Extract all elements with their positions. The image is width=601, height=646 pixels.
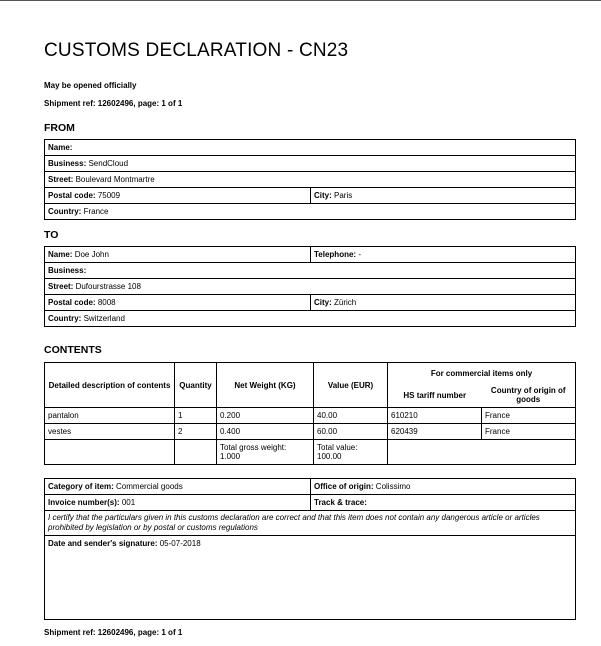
to-name-label: Name: — [48, 250, 73, 259]
to-postal-value: 8008 — [97, 298, 116, 307]
from-country-value: France — [83, 207, 109, 216]
total-value-label: Total value: — [317, 443, 358, 452]
to-street-cell — [45, 279, 576, 295]
item-hs: 620439 — [388, 424, 482, 440]
signature-date: 05-07-2018 — [159, 539, 201, 548]
item-quantity: 1 — [175, 408, 217, 424]
item-value: 40.00 — [314, 408, 388, 424]
item-weight: 0.200 — [217, 408, 314, 424]
category-cell — [45, 479, 311, 495]
office-cell — [311, 479, 576, 495]
to-city-cell — [311, 295, 576, 311]
to-city-label: City: — [314, 298, 332, 307]
from-city-label: City: — [314, 191, 332, 200]
to-street-value: Dufourstrasse 108 — [75, 282, 141, 291]
item-origin: France — [482, 424, 576, 440]
office-label: Office of origin: — [314, 482, 374, 491]
from-country-label: Country: — [48, 207, 82, 216]
contents-table — [44, 362, 576, 465]
header-description: Detailed description of contents — [45, 363, 175, 408]
category-label: Category of item: — [48, 482, 114, 491]
signature-box — [45, 536, 576, 620]
totals-empty-cell — [45, 440, 175, 465]
to-country-cell — [45, 311, 576, 327]
item-description: vestes — [45, 424, 175, 440]
details-table — [44, 478, 576, 620]
from-city-cell — [311, 188, 576, 204]
from-street-cell — [45, 172, 576, 188]
to-table — [44, 246, 576, 327]
total-value-cell — [314, 440, 388, 465]
to-country-value: Switzerland — [83, 314, 125, 323]
contents-heading: CONTENTS — [44, 344, 102, 356]
to-name-value: Doe John — [74, 250, 109, 259]
total-weight-value: 1.000 — [220, 452, 241, 461]
invoice-cell — [45, 495, 311, 511]
total-value-value: 100.00 — [317, 452, 342, 461]
table-row — [45, 408, 576, 424]
to-telephone-cell — [311, 247, 576, 263]
from-street-label: Street: — [48, 175, 74, 184]
totals-empty-cell — [388, 440, 576, 465]
header-origin: Country of origin of goods — [482, 384, 576, 408]
from-city-value: Paris — [334, 191, 353, 200]
shipment-ref: Shipment ref: 12602496, page: 1 of 1 — [44, 99, 183, 108]
item-weight: 0.400 — [217, 424, 314, 440]
track-label: Track & trace: — [314, 498, 367, 507]
to-country-label: Country: — [48, 314, 82, 323]
category-value: Commercial goods — [116, 482, 183, 491]
to-business-label: Business: — [48, 266, 87, 275]
from-name-label: Name: — [48, 143, 73, 152]
opened-officially-note: May be opened officially — [44, 81, 137, 90]
to-postal-label: Postal code: — [48, 298, 96, 307]
header-hs-tariff: HS tariff number — [388, 384, 482, 408]
total-weight-label: Total gross weight: — [220, 443, 287, 452]
to-street-label: Street: — [48, 282, 74, 291]
item-value: 60.00 — [314, 424, 388, 440]
to-telephone-label: Telephone: — [314, 250, 357, 259]
page-title: CUSTOMS DECLARATION - CN23 — [44, 40, 349, 61]
item-quantity: 2 — [175, 424, 217, 440]
from-business-cell — [45, 156, 576, 172]
to-business-cell — [45, 263, 576, 279]
to-postal-cell — [45, 295, 311, 311]
from-table — [44, 139, 576, 220]
header-commercial: For commercial items only — [388, 363, 576, 384]
from-business-label: Business: — [48, 159, 87, 168]
header-value: Value (EUR) — [314, 363, 388, 408]
to-telephone-value: - — [358, 250, 361, 259]
table-row — [45, 424, 576, 440]
office-value: Colissimo — [375, 482, 411, 491]
from-postal-value: 75009 — [97, 191, 121, 200]
from-street-value: Boulevard Montmartre — [75, 175, 155, 184]
header-quantity: Quantity — [175, 363, 217, 408]
item-origin: France — [482, 408, 576, 424]
to-city-value: Zürich — [334, 298, 357, 307]
header-net-weight: Net Weight (KG) — [217, 363, 314, 408]
signature-label: Date and sender's signature: — [48, 539, 158, 548]
from-heading: FROM — [44, 122, 75, 134]
footer-shipment-ref: Shipment ref: 12602496, page: 1 of 1 — [44, 628, 183, 637]
invoice-label: Invoice number(s): — [48, 498, 120, 507]
from-name-cell — [45, 140, 576, 156]
totals-row — [45, 440, 576, 465]
from-business-value: SendCloud — [88, 159, 129, 168]
to-heading: TO — [44, 229, 59, 241]
from-postal-cell — [45, 188, 311, 204]
to-name-cell — [45, 247, 311, 263]
invoice-value: 001 — [121, 498, 136, 507]
totals-empty-cell — [175, 440, 217, 465]
from-country-cell — [45, 204, 576, 220]
top-border-line — [0, 0, 601, 1]
item-description: pantalon — [45, 408, 175, 424]
track-cell — [311, 495, 576, 511]
item-hs: 610210 — [388, 408, 482, 424]
total-weight-cell — [217, 440, 314, 465]
certification-text: I certify that the particulars given in this customs declaration are correct and that this item does not contain any dangerous article or articles prohibited by legislation or by postal or customs regulations — [45, 511, 576, 536]
from-postal-label: Postal code: — [48, 191, 96, 200]
